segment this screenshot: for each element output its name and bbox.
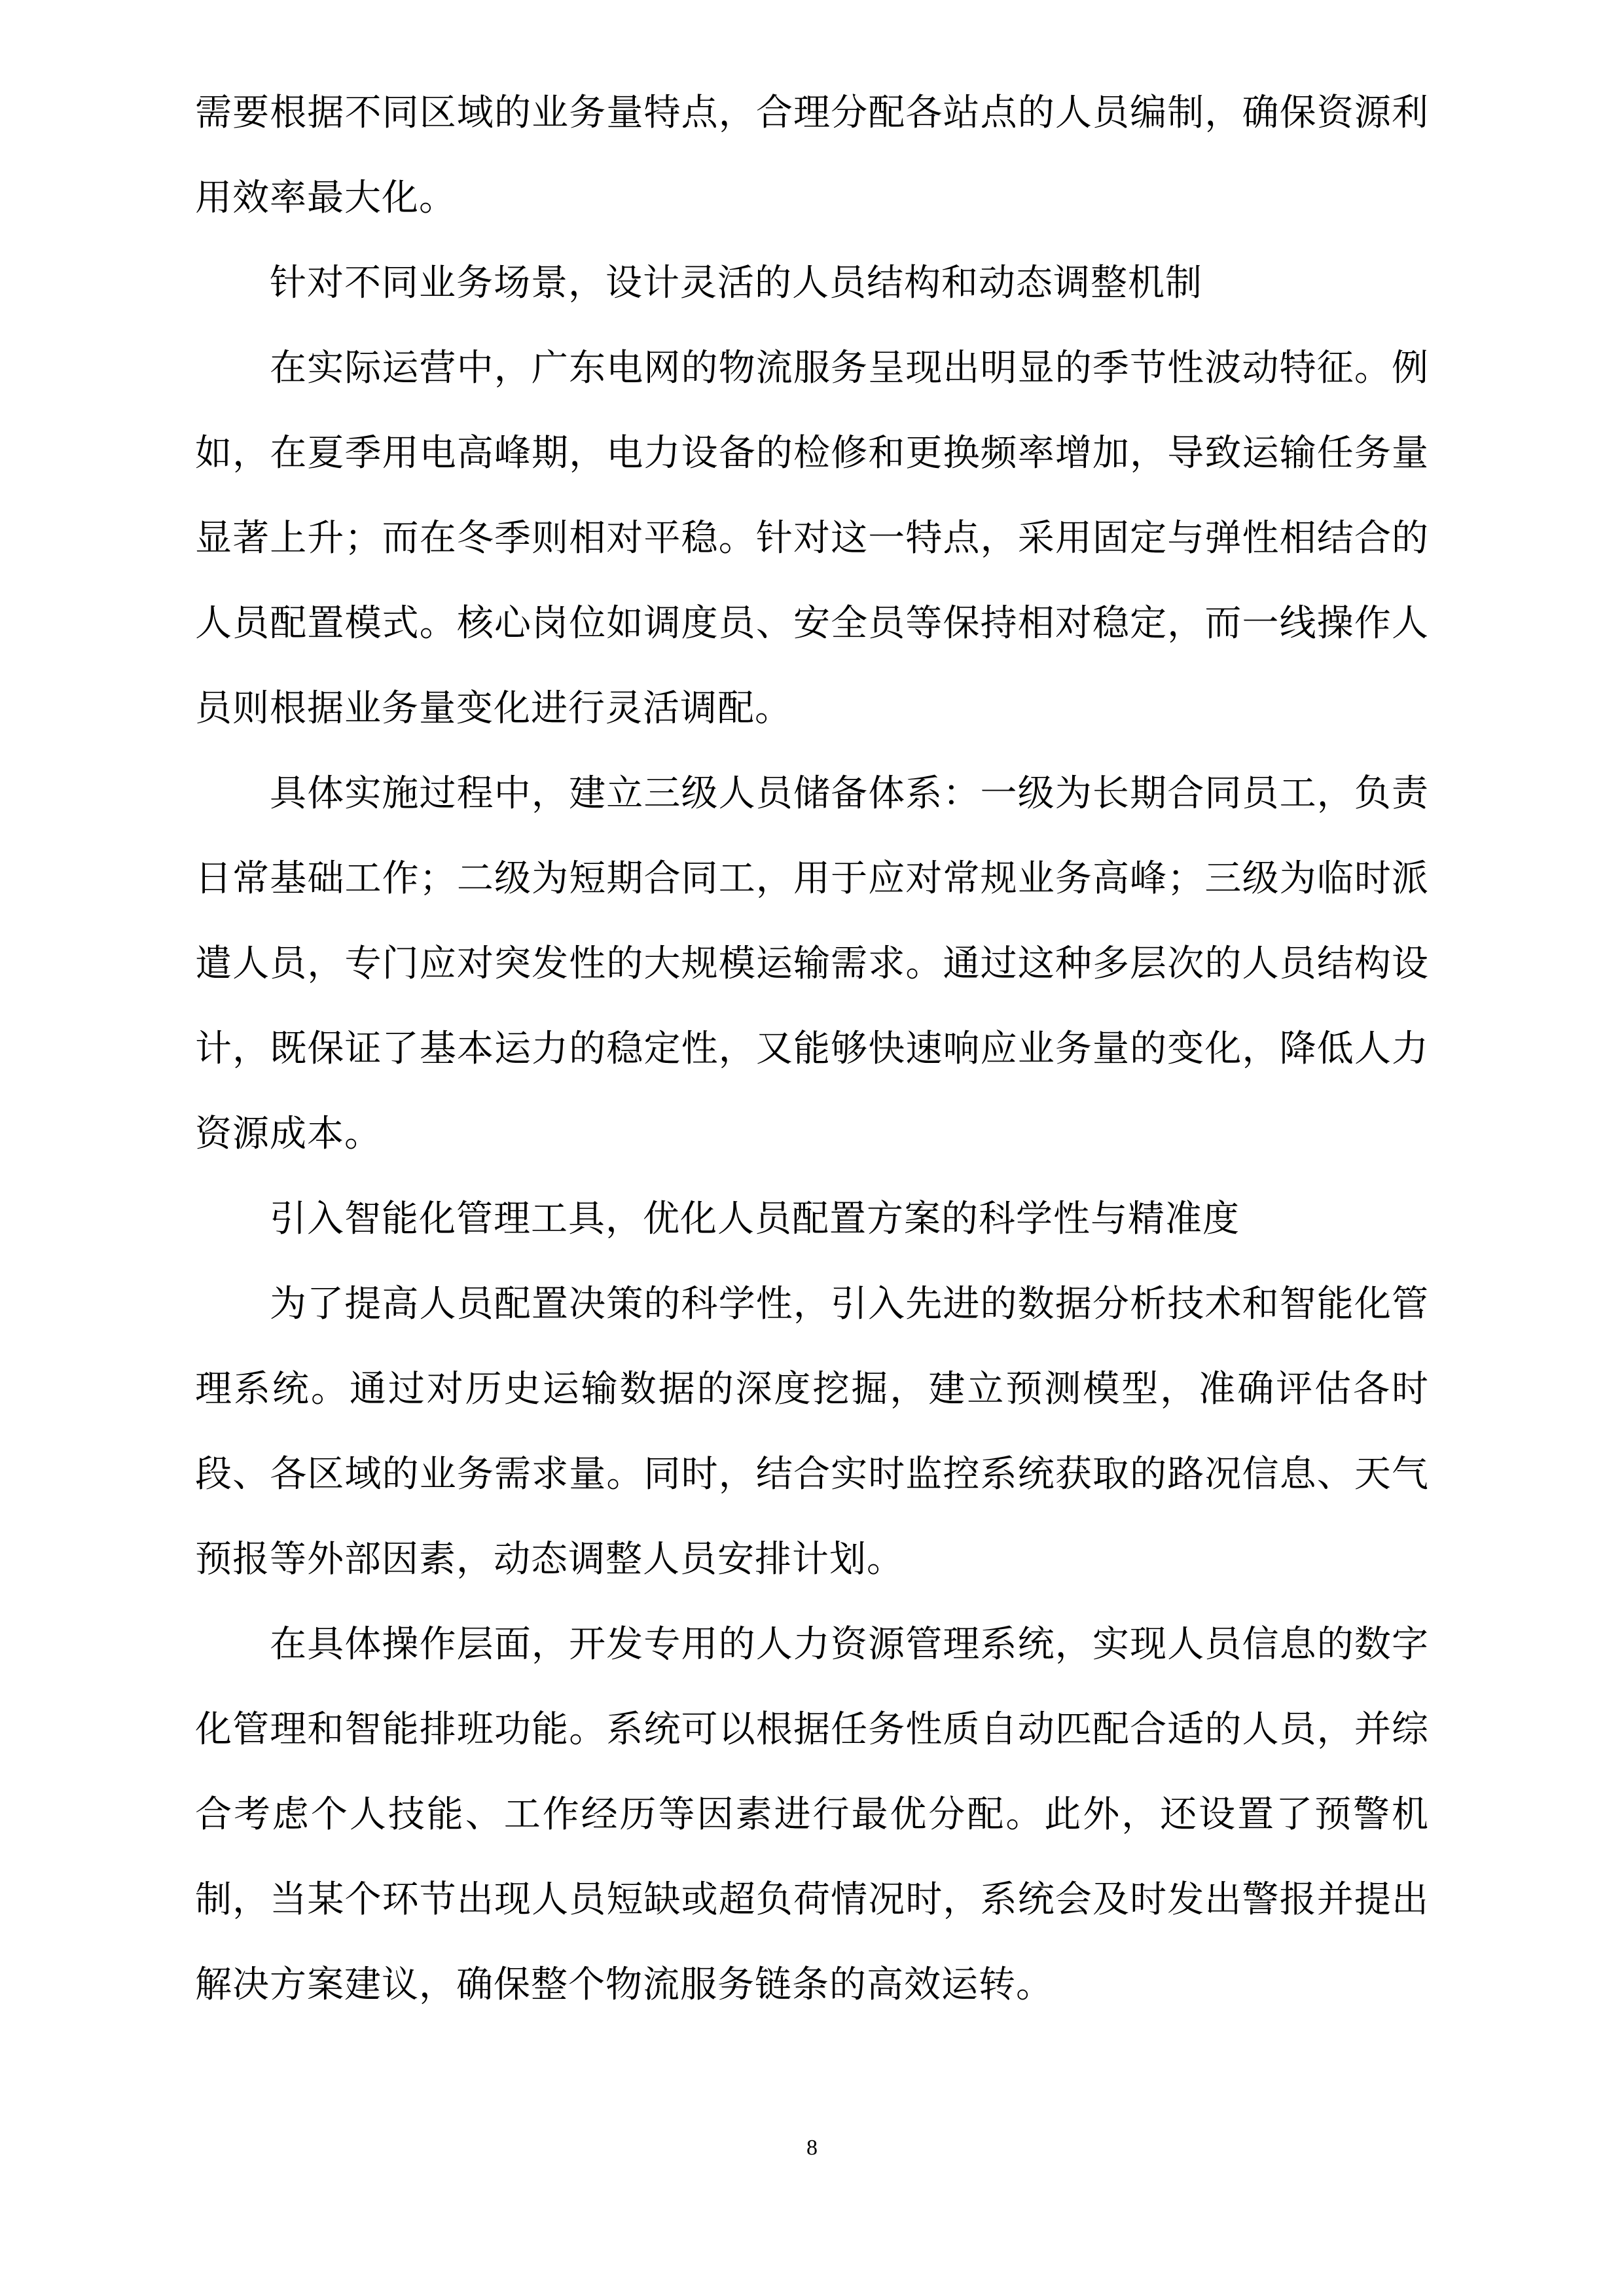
paragraph: 具体实施过程中，建立三级人员储备体系：一级为长期合同员工，负责日常基础工作；二级为短期合同工，用于应对常规业务高峰；三级为临时派遣人员，专门应对突发性的大规模运输需求。通过这种多层次的人员结构设计，既保证了基本运力的稳定性，又能够快速响应业务量的变化，降低人力资源成本。 xyxy=(195,772,1429,1155)
section-heading: 针对不同业务场景，设计灵活的人员结构和动态调整机制 xyxy=(270,262,1202,304)
body-text xyxy=(195,71,1429,2028)
page-number: 8 xyxy=(806,2136,818,2160)
paragraph: 在具体操作层面，开发专用的人力资源管理系统，实现人员信息的数字化管理和智能排班功能。系统可以根据任务性质自动匹配合适的人员，并综合考虑个人技能、工作经历等因素进行最优分配。此外，还设置了预警机制，当某个环节出现人员短缺或超负荷情况时，系统会及时发出警报并提出解决方案建议，确保整个物流服务链条的高效运转。 xyxy=(195,1623,1429,2006)
paragraph: 为了提高人员配置决策的科学性，引入先进的数据分析技术和智能化管理系统。通过对历史运输数据的深度挖掘，建立预测模型，准确评估各时段、各区域的业务需求量。同时，结合实时监控系统获取的路况信息、天气预报等外部因素，动态调整人员安排计划。 xyxy=(195,1283,1429,1581)
paragraph: 需要根据不同区域的业务量特点，合理分配各站点的人员编制，确保资源利用效率最大化。 xyxy=(195,92,1429,219)
section-heading: 引入智能化管理工具，优化人员配置方案的科学性与精准度 xyxy=(270,1198,1240,1240)
paragraph: 在实际运营中，广东电网的物流服务呈现出明显的季节性波动特征。例如，在夏季用电高峰期，电力设备的检修和更换频率增加，导致运输任务量显著上升；而在冬季则相对平稳。针对这一特点，采用固定与弹性相结合的人员配置模式。核心岗位如调度员、安全员等保持相对稳定，而一线操作人员则根据业务量变化进行灵活调配。 xyxy=(195,347,1429,730)
